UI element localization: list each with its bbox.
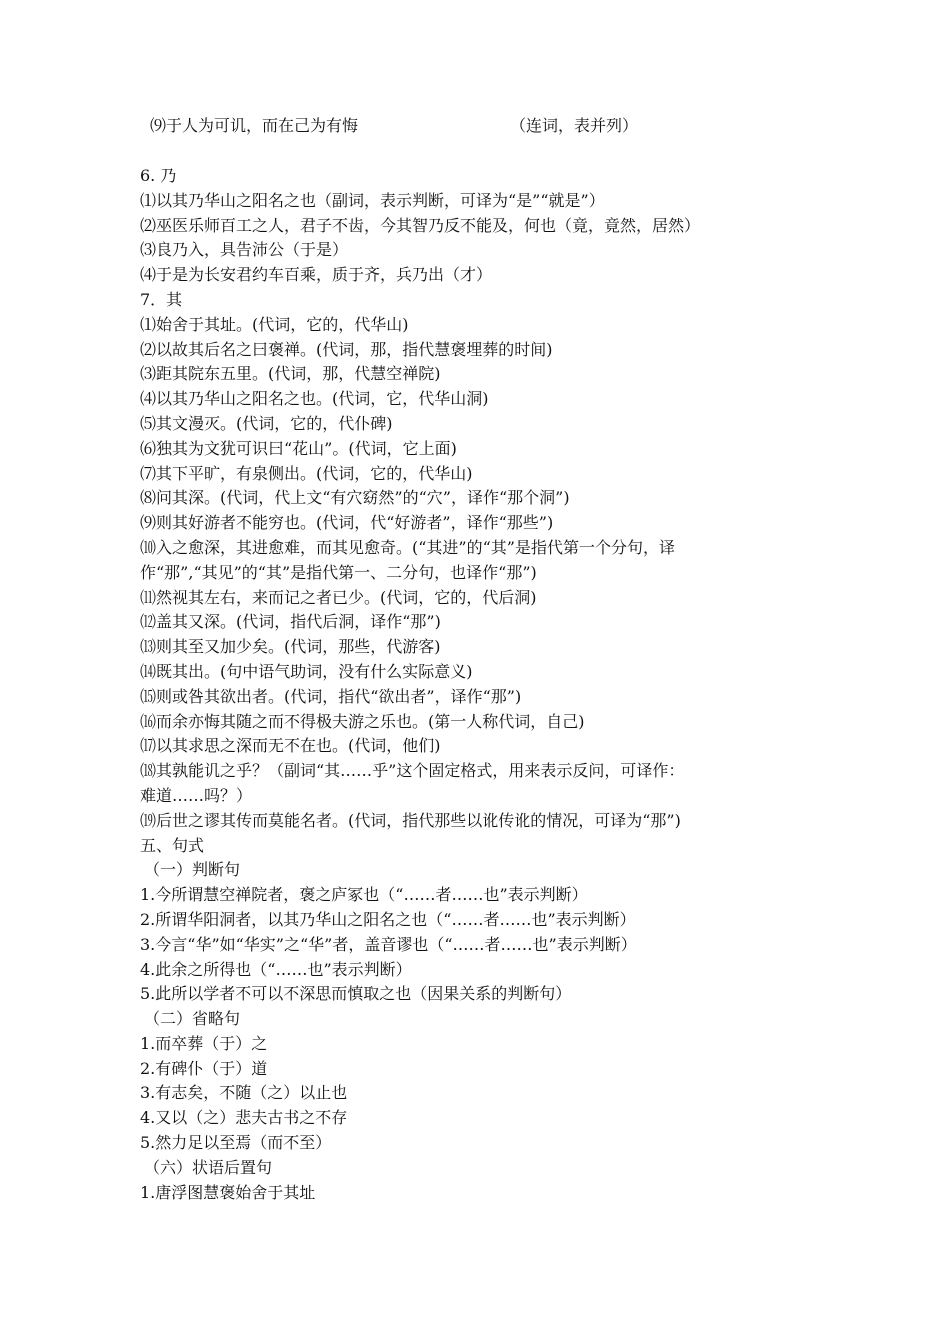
text-line: 4.此余之所得也（“……也”表示判断） <box>140 959 412 979</box>
text-line: ⒃而余亦悔其随之而不得极夫游之乐也。(第一人称代词，自己) <box>140 711 585 731</box>
text-line: ⑹独其为文犹可识曰“花山”。(代词，它上面) <box>140 438 457 458</box>
text-line: ⒄以其求思之深而无不在也。(代词，他们) <box>140 736 441 756</box>
text-line: 2.有碑仆（于）道 <box>140 1058 268 1078</box>
text-line: ⑿盖其又深。(代词，指代后洞，译作“那”) <box>140 612 441 632</box>
text-line: ⑴以其乃华山之阳名之也（副词，表示判断，可译为“是”“就是”） <box>140 190 605 210</box>
text-line: 作“那”,“其见”的“其”是指代第一、二分句，也译作“那”) <box>140 562 537 582</box>
text-line: ⑻问其深。(代词，代上文“有穴窈然”的“穴”，译作“那个洞”) <box>140 488 570 508</box>
text-line: 3.有志矣，不随（之）以止也 <box>140 1083 348 1103</box>
top-line <box>150 114 810 138</box>
text-line: ⑼则其好游者不能穷也。(代词，代“好游者”，译作“那些”) <box>140 513 554 533</box>
text-line: 4.又以（之）悲夫古书之不存 <box>140 1108 348 1128</box>
heading-line: 五、句式 <box>140 835 205 855</box>
heading-line: 6. 乃 <box>140 166 177 185</box>
text-line: ⒆后世之谬其传而莫能名者。(代词，指代那些以讹传讹的情况，可译为“那”) <box>140 810 681 830</box>
subheading-line: （一）判断句 <box>144 860 241 880</box>
text-line: ⑴始舍于其址。(代词，它的，代华山) <box>140 314 409 334</box>
text-line: ⑵巫医乐师百工之人，君子不齿，今其智乃反不能及，何也（竟，竟然，居然） <box>140 215 701 235</box>
text-line: 5.此所以学者不可以不深思而慎取之也（因果关系的判断句） <box>140 984 572 1004</box>
subheading-line: （二）省略句 <box>144 1009 241 1029</box>
text-line: 1.唐浮图慧褒始舍于其址 <box>140 1182 316 1202</box>
subheading-line: （六）状语后置句 <box>144 1157 273 1177</box>
text-line: 2.所谓华阳洞者，以其乃华山之阳名之也（“……者……也”表示判断） <box>140 909 636 929</box>
text-line: ⑶距其院东五里。(代词，那，代慧空禅院) <box>140 364 441 384</box>
text-line: ⑵以故其后名之曰褒禅。(代词，那，指代慧褒埋葬的时间) <box>140 339 553 359</box>
top-line-note: （连词，表并列） <box>510 116 639 135</box>
text-line: ⒅其孰能讥之乎？（副词“其……乎”这个固定格式，用来表示反问，可译作： <box>140 761 685 781</box>
text-line: ⑺其下平旷，有泉侧出。(代词，它的，代华山) <box>140 463 473 483</box>
text-line: 难道……吗？） <box>140 785 253 805</box>
text-line: 5.然力足以至焉（而不至） <box>140 1133 332 1153</box>
text-line: ⒀则其至又加少矣。(代词，那些，代游客) <box>140 637 441 657</box>
text-line: 1.而卒葬（于）之 <box>140 1033 268 1053</box>
document-body <box>140 164 820 1205</box>
text-line: ⑾然视其左右，来而记之者已少。(代词，它的，代后洞) <box>140 587 537 607</box>
text-line: ⒁既其出。(句中语气助词，没有什么实际意义) <box>140 661 473 681</box>
text-line: ⑷于是为长安君约车百乘，质于齐，兵乃出（才） <box>140 265 493 285</box>
text-line: ⒂则或咎其欲出者。(代词，指代“欲出者”，译作“那”) <box>140 686 522 706</box>
text-line: 3.今言“华”如“华实”之“华”者，盖音谬也（“……者……也”表示判断） <box>140 934 637 954</box>
heading-line: 7．其 <box>140 289 183 309</box>
text-line: ⑷以其乃华山之阳名之也。(代词，它，代华山洞) <box>140 389 489 409</box>
top-line-text: ⑼于人为可讥，而在己为有悔 <box>150 116 359 135</box>
text-line: ⑶良乃入，具告沛公（于是） <box>140 240 349 260</box>
text-line: 1.今所谓慧空禅院者，褒之庐冢也（“……者……也”表示判断） <box>140 885 588 905</box>
text-line: ⑸其文漫灭。(代词，它的，代仆碑) <box>140 413 393 433</box>
text-line: ⑽入之愈深，其进愈难，而其见愈奇。(“其进”的“其”是指代第一个分句，译 <box>140 537 675 557</box>
